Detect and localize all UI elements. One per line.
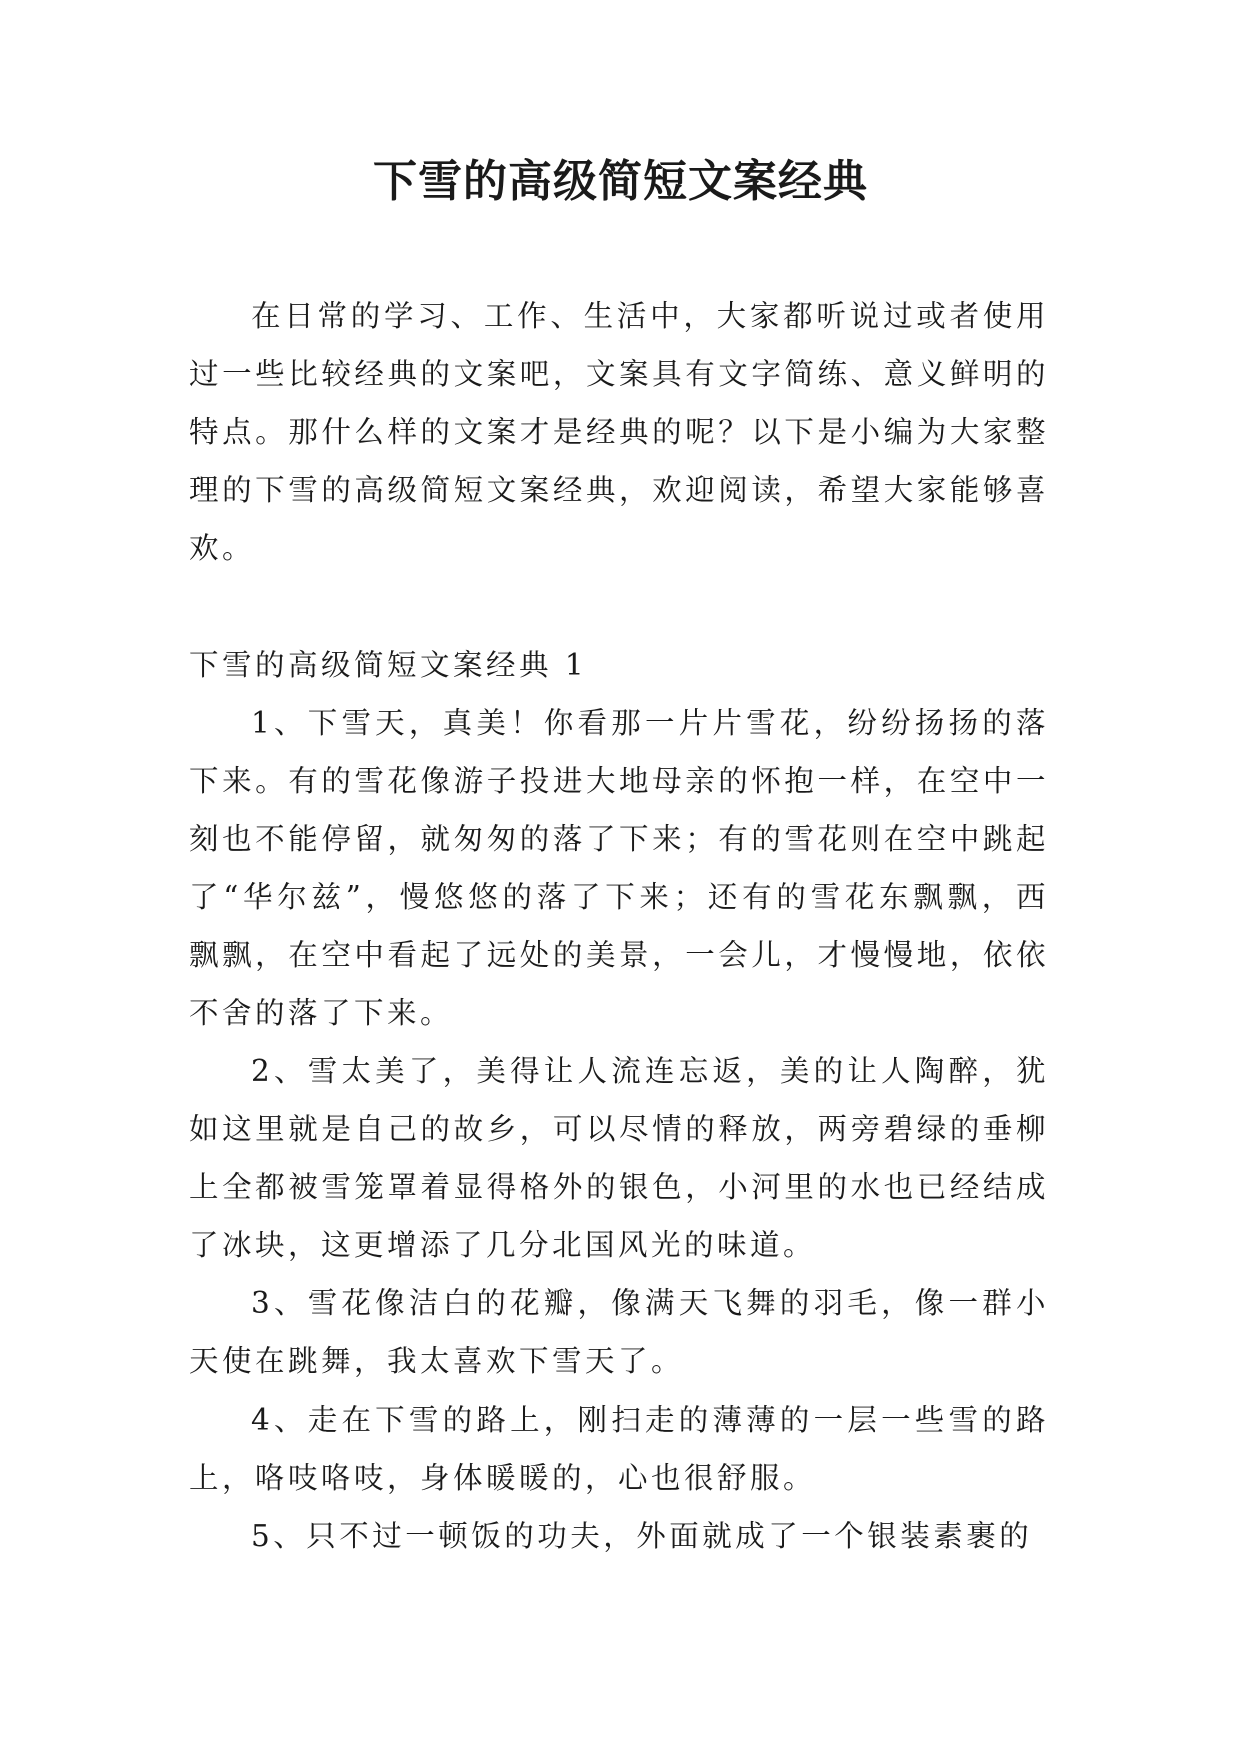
list-item: 1、下雪天，真美！你看那一片片雪花，纷纷扬扬的落下来。有的雪花像游子投进大地母亲的怀抱一样，在空中一刻也不能停留，就匆匆的落了下来；有的雪花则在空中跳起了“华尔兹”，慢悠悠的落了下来；还有的雪花东飘飘，西飘飘，在空中看起了远处的美景，一会儿，才慢慢地，依依不舍的落了下来。	[189, 706, 1049, 1030]
document-title: 下雪的高级简短文案经典	[373, 156, 868, 207]
section-heading: 下雪的高级简短文案经典 1	[189, 648, 588, 682]
list-item: 2、雪太美了，美得让人流连忘返，美的让人陶醉，犹如这里就是自己的故乡，可以尽情的释放，两旁碧绿的垂柳上全都被雪笼罩着显得格外的银色，小河里的水也已经结成了冰块，这更增添了几分北国风光的味道。	[189, 1054, 1049, 1262]
list-item: 3、雪花像洁白的花瓣，像满天飞舞的羽毛，像一群小天使在跳舞，我太喜欢下雪天了。	[189, 1286, 1049, 1378]
list-item: 5、只不过一顿饭的功夫，外面就成了一个银装素裹的	[251, 1519, 1033, 1553]
intro-paragraph: 在日常的学习、工作、生活中，大家都听说过或者使用过一些比较经典的文案吧，文案具有文字简练、意义鲜明的特点。那什么样的文案才是经典的呢？以下是小编为大家整理的下雪的高级简短文案经典，欢迎阅读，希望大家能够喜欢。	[189, 299, 1049, 565]
list-item: 4、走在下雪的路上，刚扫走的薄薄的一层一些雪的路上，咯吱咯吱，身体暖暖的，心也很舒服。	[189, 1403, 1049, 1495]
